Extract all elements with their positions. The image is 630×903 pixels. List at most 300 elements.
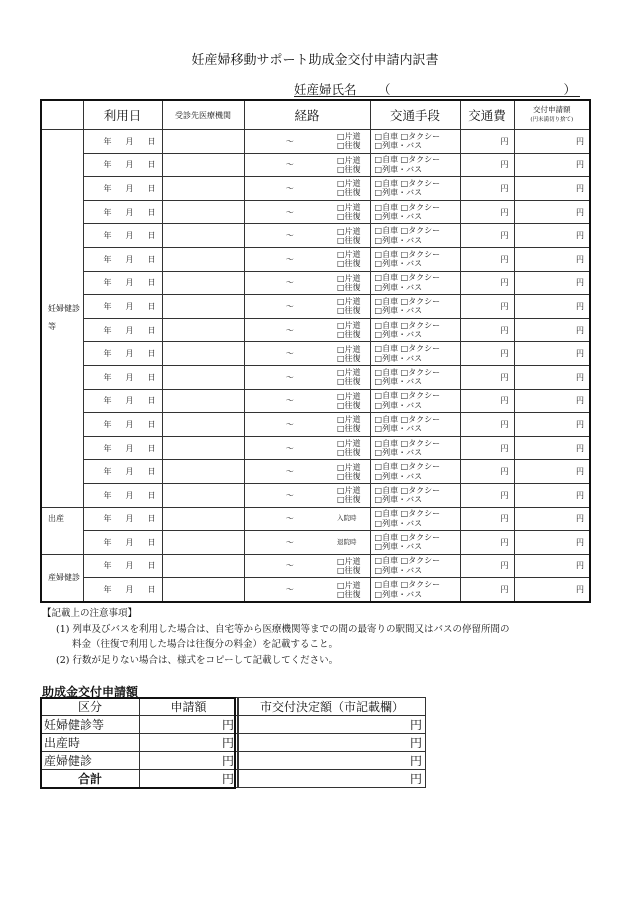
date-cell[interactable]: [83, 177, 162, 201]
hospital-cell[interactable]: [162, 130, 244, 154]
city-amount-cell[interactable]: 円: [239, 716, 426, 734]
car-taxi-checkboxes[interactable]: □自車 □タクシー: [374, 367, 441, 377]
table-row: [41, 460, 590, 484]
claim-cell[interactable]: 円: [514, 507, 590, 531]
route-cell[interactable]: ～: [244, 554, 335, 578]
car-taxi-checkboxes[interactable]: □自車 □タクシー: [374, 296, 441, 306]
oneway-checkbox[interactable]: □片道: [337, 580, 361, 590]
day-label: 日: [147, 254, 156, 264]
train-bus-checkbox[interactable]: □列車・バス: [374, 164, 423, 174]
year-label: 年: [103, 325, 112, 335]
claim-cell[interactable]: 円: [514, 200, 590, 224]
city-decision-table: [238, 697, 426, 788]
oneway-checkbox[interactable]: □片道: [337, 391, 361, 401]
trip-type-cell: [335, 554, 370, 578]
year-label: 年: [103, 160, 112, 170]
hospital-cell[interactable]: [162, 413, 244, 437]
day-label: 日: [147, 561, 156, 571]
car-taxi-checkboxes[interactable]: □自車 □タクシー: [374, 155, 441, 165]
transport-mode-cell: [370, 365, 460, 389]
header-claim-sub: (円未満切り捨て): [530, 117, 574, 123]
transport-mode-cell: [370, 389, 460, 413]
claim-cell[interactable]: 円: [514, 365, 590, 389]
transport-mode-cell: [370, 295, 460, 319]
day-label: 日: [147, 537, 156, 547]
transport-mode-cell: [370, 554, 460, 578]
hospital-cell[interactable]: [162, 483, 244, 507]
roundtrip-checkbox[interactable]: □往復: [337, 400, 361, 410]
day-label: 日: [147, 231, 156, 241]
car-taxi-checkboxes[interactable]: □自車 □タクシー: [374, 532, 441, 542]
train-bus-checkbox[interactable]: □列車・バス: [374, 424, 423, 434]
table-row: [41, 177, 590, 201]
hospital-cell[interactable]: [162, 342, 244, 366]
month-label: 月: [125, 396, 134, 406]
table-row: [41, 130, 590, 154]
hospital-cell[interactable]: [162, 224, 244, 248]
fare-cell[interactable]: 円: [460, 224, 514, 248]
train-bus-checkbox[interactable]: □列車・バス: [374, 282, 423, 292]
city-amount-cell[interactable]: 円: [239, 752, 426, 770]
roundtrip-checkbox[interactable]: □往復: [337, 424, 361, 434]
birth-timing-label: 退院時: [335, 531, 370, 555]
hospital-cell[interactable]: [162, 247, 244, 271]
claim-cell[interactable]: 円: [514, 554, 590, 578]
claim-cell[interactable]: 円: [514, 318, 590, 342]
train-bus-checkbox[interactable]: □列車・バス: [374, 141, 423, 151]
summary-table: [40, 697, 238, 788]
table-row: [41, 507, 590, 531]
trip-type-cell: [335, 389, 370, 413]
oneway-checkbox[interactable]: □片道: [337, 132, 361, 142]
car-taxi-checkboxes[interactable]: □自車 □タクシー: [374, 178, 441, 188]
notes-heading: 【記載上の注意事項】: [42, 608, 138, 619]
month-label: 月: [125, 183, 134, 193]
route-cell[interactable]: ～: [244, 578, 335, 602]
oneway-checkbox[interactable]: □片道: [337, 321, 361, 331]
route-cell[interactable]: ～: [244, 247, 335, 271]
day-label: 日: [147, 514, 156, 524]
year-label: 年: [103, 278, 112, 288]
transport-mode-cell: [370, 153, 460, 177]
route-cell[interactable]: ～: [244, 507, 335, 531]
table-row: [41, 436, 590, 460]
train-bus-checkbox[interactable]: □列車・バス: [374, 353, 423, 363]
claim-cell[interactable]: 円: [514, 130, 590, 154]
hospital-cell[interactable]: [162, 271, 244, 295]
date-cell[interactable]: [83, 247, 162, 271]
train-bus-checkbox[interactable]: □列車・バス: [374, 377, 423, 387]
hospital-cell[interactable]: [162, 318, 244, 342]
car-taxi-checkboxes[interactable]: □自車 □タクシー: [374, 438, 441, 448]
day-label: 日: [147, 467, 156, 477]
route-cell[interactable]: ～: [244, 130, 335, 154]
transport-mode-cell: [370, 507, 460, 531]
hospital-cell[interactable]: [162, 153, 244, 177]
day-label: 日: [147, 278, 156, 288]
route-cell[interactable]: ～: [244, 365, 335, 389]
car-taxi-checkboxes[interactable]: □自車 □タクシー: [374, 391, 441, 401]
train-bus-checkbox[interactable]: □列車・バス: [374, 235, 423, 245]
route-cell[interactable]: ～: [244, 413, 335, 437]
year-label: 年: [103, 467, 112, 477]
train-bus-checkbox[interactable]: □列車・バス: [374, 448, 423, 458]
transport-mode-cell: [370, 483, 460, 507]
route-cell[interactable]: ～: [244, 389, 335, 413]
summary-header-amount: 申請額: [140, 698, 238, 716]
trip-type-cell: [335, 247, 370, 271]
month-label: 月: [125, 136, 134, 146]
claim-cell[interactable]: 円: [514, 460, 590, 484]
city-amount-cell[interactable]: 円: [239, 734, 426, 752]
route-cell[interactable]: ～: [244, 342, 335, 366]
claim-cell[interactable]: 円: [514, 271, 590, 295]
header-transport: 交通手段: [370, 100, 460, 130]
detail-table-header: [41, 100, 590, 130]
date-cell[interactable]: [83, 200, 162, 224]
year-label: 年: [103, 443, 112, 453]
fare-cell[interactable]: 円: [460, 247, 514, 271]
date-cell[interactable]: [83, 130, 162, 154]
car-taxi-checkboxes[interactable]: □自車 □タクシー: [374, 249, 441, 259]
year-label: 年: [103, 396, 112, 406]
transport-mode-cell: [370, 224, 460, 248]
train-bus-checkbox[interactable]: □列車・バス: [374, 518, 423, 528]
hospital-cell[interactable]: [162, 389, 244, 413]
trip-type-cell: [335, 413, 370, 437]
oneway-checkbox[interactable]: □片道: [337, 203, 361, 213]
roundtrip-checkbox[interactable]: □往復: [337, 259, 361, 269]
transport-mode-cell: [370, 247, 460, 271]
year-label: 年: [103, 183, 112, 193]
hospital-cell[interactable]: [162, 507, 244, 531]
train-bus-checkbox[interactable]: □列車・バス: [374, 306, 423, 316]
hospital-cell[interactable]: [162, 177, 244, 201]
car-taxi-checkboxes[interactable]: □自車 □タクシー: [374, 509, 441, 519]
summary-amount-cell[interactable]: 円: [140, 716, 238, 734]
month-label: 月: [125, 467, 134, 477]
oneway-checkbox[interactable]: □片道: [337, 486, 361, 496]
claim-cell[interactable]: 円: [514, 342, 590, 366]
car-taxi-checkboxes[interactable]: □自車 □タクシー: [374, 202, 441, 212]
roundtrip-checkbox[interactable]: □往復: [337, 188, 361, 198]
route-cell[interactable]: ～: [244, 460, 335, 484]
trip-type-cell: [335, 578, 370, 602]
route-cell[interactable]: ～: [244, 224, 335, 248]
roundtrip-checkbox[interactable]: □往復: [337, 141, 361, 151]
fare-cell[interactable]: 円: [460, 436, 514, 460]
hospital-cell[interactable]: [162, 578, 244, 602]
day-label: 日: [147, 443, 156, 453]
route-cell[interactable]: ～: [244, 436, 335, 460]
summary-amount-cell[interactable]: 円: [140, 734, 238, 752]
year-label: 年: [103, 136, 112, 146]
date-cell[interactable]: [83, 318, 162, 342]
fare-cell[interactable]: 円: [460, 365, 514, 389]
roundtrip-checkbox[interactable]: □往復: [337, 212, 361, 222]
year-label: 年: [103, 231, 112, 241]
transport-mode-cell: [370, 578, 460, 602]
trip-type-cell: [335, 342, 370, 366]
route-cell[interactable]: ～: [244, 295, 335, 319]
month-label: 月: [125, 254, 134, 264]
day-label: 日: [147, 136, 156, 146]
oneway-checkbox[interactable]: □片道: [337, 273, 361, 283]
month-label: 月: [125, 160, 134, 170]
oneway-checkbox[interactable]: □片道: [337, 155, 361, 165]
year-label: 年: [103, 372, 112, 382]
fare-cell[interactable]: 円: [460, 177, 514, 201]
date-cell[interactable]: [83, 365, 162, 389]
summary-amount-cell[interactable]: 円: [140, 752, 238, 770]
car-taxi-checkboxes[interactable]: □自車 □タクシー: [374, 131, 441, 141]
train-bus-checkbox[interactable]: □列車・バス: [374, 565, 423, 575]
car-taxi-checkboxes[interactable]: □自車 □タクシー: [374, 485, 441, 495]
date-cell[interactable]: [83, 460, 162, 484]
car-taxi-checkboxes[interactable]: □自車 □タクシー: [374, 320, 441, 330]
train-bus-checkbox[interactable]: □列車・バス: [374, 495, 423, 505]
route-cell[interactable]: ～: [244, 483, 335, 507]
route-cell[interactable]: ～: [244, 318, 335, 342]
car-taxi-checkboxes[interactable]: □自車 □タクシー: [374, 344, 441, 354]
day-label: 日: [147, 160, 156, 170]
train-bus-checkbox[interactable]: □列車・バス: [374, 188, 423, 198]
fare-cell[interactable]: 円: [460, 483, 514, 507]
date-cell[interactable]: [83, 578, 162, 602]
date-cell[interactable]: [83, 389, 162, 413]
day-label: 日: [147, 301, 156, 311]
header-hospital: 受診先医療機関: [162, 100, 244, 130]
route-cell[interactable]: ～: [244, 200, 335, 224]
transport-mode-cell: [370, 436, 460, 460]
header-category: [41, 100, 83, 130]
trip-type-cell: [335, 200, 370, 224]
fare-cell[interactable]: 円: [460, 413, 514, 437]
table-row: [41, 247, 590, 271]
hospital-cell[interactable]: [162, 436, 244, 460]
claim-cell[interactable]: 円: [514, 578, 590, 602]
day-label: 日: [147, 585, 156, 595]
table-row: [41, 389, 590, 413]
date-cell[interactable]: [83, 153, 162, 177]
oneway-checkbox[interactable]: □片道: [337, 179, 361, 189]
day-label: 日: [147, 419, 156, 429]
claim-cell[interactable]: 円: [514, 247, 590, 271]
transport-mode-cell: [370, 342, 460, 366]
roundtrip-checkbox[interactable]: □往復: [337, 377, 361, 387]
train-bus-checkbox[interactable]: □列車・バス: [374, 589, 423, 599]
trip-type-cell: [335, 295, 370, 319]
car-taxi-checkboxes[interactable]: □自車 □タクシー: [374, 273, 441, 283]
car-taxi-checkboxes[interactable]: □自車 □タクシー: [374, 580, 441, 590]
summary-header-category: 区分: [41, 698, 140, 716]
oneway-checkbox[interactable]: □片道: [337, 297, 361, 307]
hospital-cell[interactable]: [162, 554, 244, 578]
date-cell[interactable]: [83, 483, 162, 507]
hospital-cell[interactable]: [162, 200, 244, 224]
claim-cell[interactable]: 円: [514, 177, 590, 201]
fare-cell[interactable]: 円: [460, 554, 514, 578]
transport-mode-cell: [370, 318, 460, 342]
roundtrip-checkbox[interactable]: □往復: [337, 235, 361, 245]
table-row: [41, 578, 590, 602]
train-bus-checkbox[interactable]: □列車・バス: [374, 330, 423, 340]
hospital-cell[interactable]: [162, 365, 244, 389]
month-label: 月: [125, 325, 134, 335]
date-cell[interactable]: [83, 507, 162, 531]
oneway-checkbox[interactable]: □片道: [337, 344, 361, 354]
roundtrip-checkbox[interactable]: □往復: [337, 565, 361, 575]
train-bus-checkbox[interactable]: □列車・バス: [374, 259, 423, 269]
car-taxi-checkboxes[interactable]: □自車 □タクシー: [374, 414, 441, 424]
train-bus-checkbox[interactable]: □列車・バス: [374, 212, 423, 222]
roundtrip-checkbox[interactable]: □往復: [337, 164, 361, 174]
date-cell[interactable]: [83, 531, 162, 555]
claim-cell[interactable]: 円: [514, 413, 590, 437]
fare-cell[interactable]: 円: [460, 342, 514, 366]
transport-mode-cell: [370, 460, 460, 484]
birth-timing-label: 入院時: [335, 507, 370, 531]
car-taxi-checkboxes[interactable]: □自車 □タクシー: [374, 226, 441, 236]
month-label: 月: [125, 207, 134, 217]
route-cell[interactable]: ～: [244, 153, 335, 177]
note-1b: 料金（往復で利用した場合は往復分の料金）を記載すること。: [72, 639, 339, 650]
date-cell[interactable]: [83, 224, 162, 248]
oneway-checkbox[interactable]: □片道: [337, 250, 361, 260]
train-bus-checkbox[interactable]: □列車・バス: [374, 542, 423, 552]
claim-cell[interactable]: 円: [514, 531, 590, 555]
table-row: [41, 295, 590, 319]
date-cell[interactable]: [83, 436, 162, 460]
fare-cell[interactable]: 円: [460, 578, 514, 602]
table-row: [41, 554, 590, 578]
header-route: 経路: [244, 100, 370, 130]
oneway-checkbox[interactable]: □片道: [337, 226, 361, 236]
date-cell[interactable]: [83, 554, 162, 578]
table-row: [41, 224, 590, 248]
roundtrip-checkbox[interactable]: □往復: [337, 471, 361, 481]
fare-cell[interactable]: 円: [460, 200, 514, 224]
month-label: 月: [125, 514, 134, 524]
date-cell[interactable]: [83, 342, 162, 366]
hospital-cell[interactable]: [162, 295, 244, 319]
fare-cell[interactable]: 円: [460, 389, 514, 413]
fare-cell[interactable]: 円: [460, 271, 514, 295]
date-cell[interactable]: [83, 413, 162, 437]
train-bus-checkbox[interactable]: □列車・バス: [374, 400, 423, 410]
roundtrip-checkbox[interactable]: □往復: [337, 330, 361, 340]
claim-cell[interactable]: 円: [514, 483, 590, 507]
fare-cell[interactable]: 円: [460, 531, 514, 555]
oneway-checkbox[interactable]: □片道: [337, 415, 361, 425]
trip-type-cell: [335, 365, 370, 389]
claim-cell[interactable]: 円: [514, 389, 590, 413]
fare-cell[interactable]: 円: [460, 460, 514, 484]
applicant-name-label: 妊産婦氏名: [294, 82, 357, 97]
route-cell[interactable]: ～: [244, 531, 335, 555]
header-fare: 交通費: [460, 100, 514, 130]
roundtrip-checkbox[interactable]: □往復: [337, 282, 361, 292]
roundtrip-checkbox[interactable]: □往復: [337, 589, 361, 599]
car-taxi-checkboxes[interactable]: □自車 □タクシー: [374, 462, 441, 472]
day-label: 日: [147, 490, 156, 500]
hospital-cell[interactable]: [162, 531, 244, 555]
day-label: 日: [147, 349, 156, 359]
category-postnatal: 産婦健診: [41, 554, 83, 602]
date-cell[interactable]: [83, 271, 162, 295]
roundtrip-checkbox[interactable]: □往復: [337, 495, 361, 505]
table-row: [41, 342, 590, 366]
trip-type-cell: [335, 436, 370, 460]
year-label: 年: [103, 490, 112, 500]
header-date: 利用日: [83, 100, 162, 130]
oneway-checkbox[interactable]: □片道: [337, 439, 361, 449]
fare-cell[interactable]: 円: [460, 130, 514, 154]
trip-type-cell: [335, 224, 370, 248]
trip-type-cell: [335, 153, 370, 177]
trip-type-cell: [335, 318, 370, 342]
month-label: 月: [125, 561, 134, 571]
day-label: 日: [147, 325, 156, 335]
month-label: 月: [125, 419, 134, 429]
oneway-checkbox[interactable]: □片道: [337, 368, 361, 378]
transport-mode-cell: [370, 413, 460, 437]
hospital-cell[interactable]: [162, 460, 244, 484]
oneway-checkbox[interactable]: □片道: [337, 556, 361, 566]
claim-cell[interactable]: 円: [514, 153, 590, 177]
route-cell[interactable]: ～: [244, 177, 335, 201]
fare-cell[interactable]: 円: [460, 153, 514, 177]
transport-mode-cell: [370, 271, 460, 295]
category-checkup: 妊婦健診等: [41, 130, 83, 508]
month-label: 月: [125, 443, 134, 453]
claim-cell[interactable]: 円: [514, 295, 590, 319]
trip-type-cell: [335, 177, 370, 201]
header-claim: [514, 100, 590, 130]
transport-mode-cell: [370, 200, 460, 224]
name-paren-open: （: [378, 82, 391, 97]
transport-mode-cell: [370, 531, 460, 555]
fare-cell[interactable]: 円: [460, 295, 514, 319]
year-label: 年: [103, 585, 112, 595]
train-bus-checkbox[interactable]: □列車・バス: [374, 471, 423, 481]
table-row: [41, 153, 590, 177]
header-claim-label: 交付申請額: [533, 105, 571, 114]
trip-type-cell: [335, 460, 370, 484]
year-label: 年: [103, 207, 112, 217]
day-label: 日: [147, 396, 156, 406]
year-label: 年: [103, 561, 112, 571]
date-cell[interactable]: [83, 295, 162, 319]
transport-mode-cell: [370, 130, 460, 154]
summary-total-amount[interactable]: 円: [140, 770, 238, 788]
route-cell[interactable]: ～: [244, 271, 335, 295]
fare-cell[interactable]: 円: [460, 318, 514, 342]
city-amount-cell[interactable]: 円: [239, 770, 426, 788]
claim-cell[interactable]: 円: [514, 436, 590, 460]
city-decision-header: 市交付決定額（市記載欄）: [239, 698, 426, 716]
month-label: 月: [125, 537, 134, 547]
month-label: 月: [125, 585, 134, 595]
oneway-checkbox[interactable]: □片道: [337, 462, 361, 472]
roundtrip-checkbox[interactable]: □往復: [337, 306, 361, 316]
car-taxi-checkboxes[interactable]: □自車 □タクシー: [374, 556, 441, 566]
roundtrip-checkbox[interactable]: □往復: [337, 448, 361, 458]
claim-cell[interactable]: 円: [514, 224, 590, 248]
roundtrip-checkbox[interactable]: □往復: [337, 353, 361, 363]
trip-type-cell: [335, 483, 370, 507]
fare-cell[interactable]: 円: [460, 507, 514, 531]
